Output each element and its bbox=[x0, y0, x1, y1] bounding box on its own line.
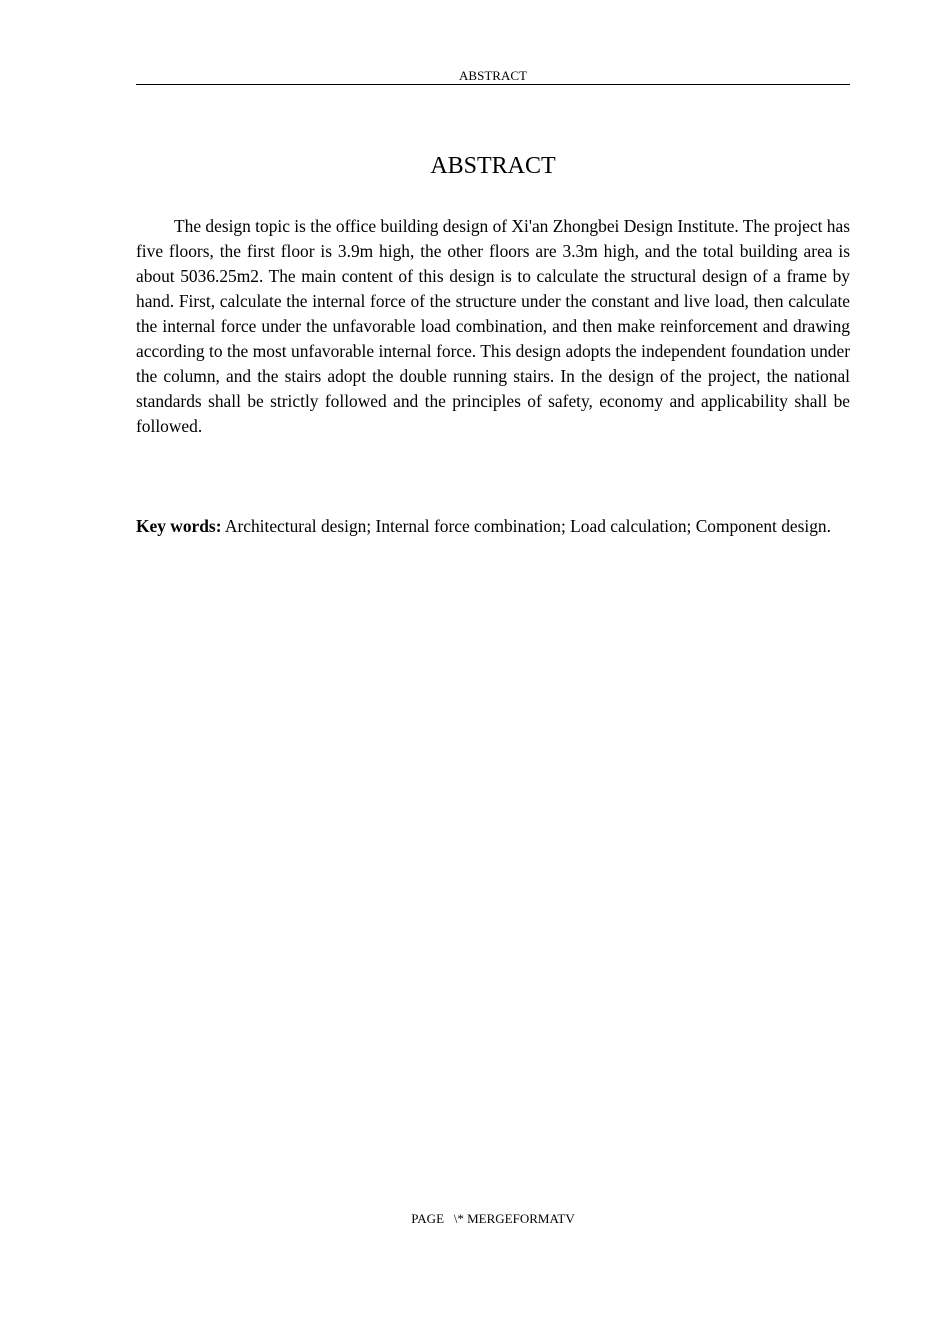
keywords-label: Key words: bbox=[136, 516, 222, 536]
page-title: ABSTRACT bbox=[430, 153, 556, 179]
keywords-paragraph bbox=[136, 514, 850, 539]
abstract-paragraph: The design topic is the office building design of Xi'an Zhongbei Design Institute. The project has five floors, the first floor is 3.9m high, the other floors are 3.3m high, and the total building area is about 5036.25m2. The main content of this design is to calculate the structural design of a frame by hand. First, calculate the internal force of the structure under the constant and live load, then calculate the internal force under the unfavorable load combination, and then make reinforcement and drawing according to the most unfavorable internal force. This design adopts the independent foundation under the column, and the stairs adopt the double running stairs. In the design of the project, the national standards shall be strictly followed and the principles of safety, economy and applicability shall be followed. bbox=[136, 216, 850, 436]
page-footer: PAGE \* MERGEFORMATV bbox=[411, 1211, 575, 1226]
running-header: ABSTRACT bbox=[136, 68, 850, 85]
keywords-list: Architectural design; Internal force combination; Load calculation; Component design. bbox=[221, 516, 831, 536]
